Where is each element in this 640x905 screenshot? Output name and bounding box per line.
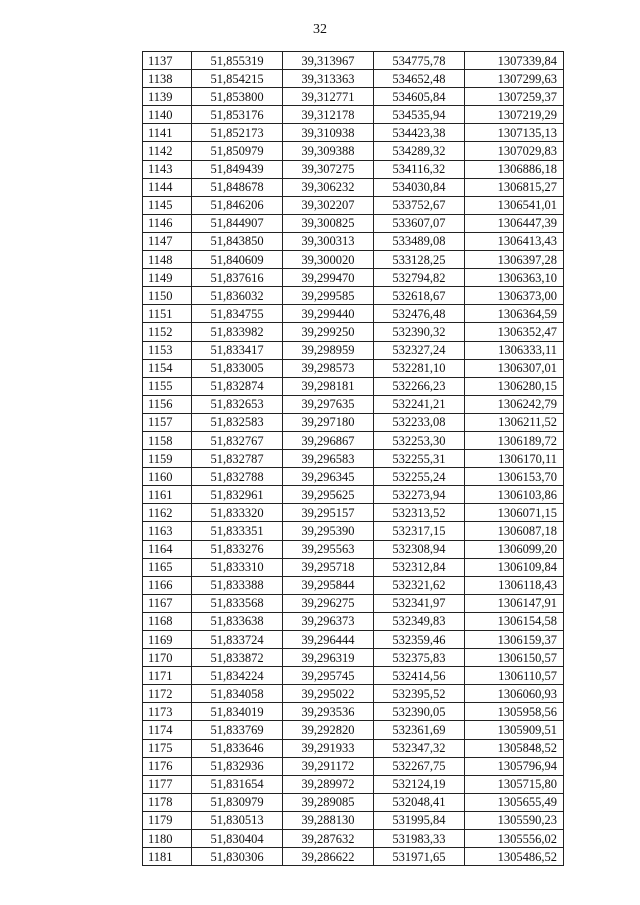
longitude-cell: 39,299440 xyxy=(282,305,373,323)
latitude-cell: 51,848678 xyxy=(192,178,283,196)
y-coordinate-cell: 1306110,57 xyxy=(464,667,563,685)
point-number-cell: 1142 xyxy=(143,142,192,160)
x-coordinate-cell: 534289,32 xyxy=(373,142,464,160)
y-coordinate-cell: 1307259,37 xyxy=(464,88,563,106)
latitude-cell: 51,853800 xyxy=(192,88,283,106)
table-row xyxy=(143,142,564,160)
table-row xyxy=(143,70,564,88)
latitude-cell: 51,854215 xyxy=(192,70,283,88)
longitude-cell: 39,302207 xyxy=(282,196,373,214)
longitude-cell: 39,297180 xyxy=(282,413,373,431)
y-coordinate-cell: 1306147,91 xyxy=(464,594,563,612)
point-number-cell: 1175 xyxy=(143,739,192,757)
table-row xyxy=(143,811,564,829)
longitude-cell: 39,310938 xyxy=(282,124,373,142)
longitude-cell: 39,295625 xyxy=(282,486,373,504)
longitude-cell: 39,293536 xyxy=(282,703,373,721)
x-coordinate-cell: 532124,19 xyxy=(373,775,464,793)
point-number-cell: 1152 xyxy=(143,323,192,341)
longitude-cell: 39,295718 xyxy=(282,558,373,576)
table-row xyxy=(143,540,564,558)
x-coordinate-cell: 534535,94 xyxy=(373,106,464,124)
point-number-cell: 1150 xyxy=(143,287,192,305)
table-row xyxy=(143,413,564,431)
point-number-cell: 1169 xyxy=(143,631,192,649)
x-coordinate-cell: 534605,84 xyxy=(373,88,464,106)
latitude-cell: 51,833351 xyxy=(192,522,283,540)
table-row xyxy=(143,395,564,413)
longitude-cell: 39,300313 xyxy=(282,232,373,250)
longitude-cell: 39,312771 xyxy=(282,88,373,106)
x-coordinate-cell: 532273,94 xyxy=(373,486,464,504)
x-coordinate-cell: 533607,07 xyxy=(373,214,464,232)
y-coordinate-cell: 1306103,86 xyxy=(464,486,563,504)
longitude-cell: 39,299470 xyxy=(282,269,373,287)
table-row xyxy=(143,160,564,178)
point-number-cell: 1166 xyxy=(143,576,192,594)
y-coordinate-cell: 1305715,80 xyxy=(464,775,563,793)
x-coordinate-cell: 532794,82 xyxy=(373,269,464,287)
point-number-cell: 1154 xyxy=(143,359,192,377)
x-coordinate-cell: 532233,08 xyxy=(373,413,464,431)
table-row xyxy=(143,377,564,395)
x-coordinate-cell: 532267,75 xyxy=(373,757,464,775)
point-number-cell: 1145 xyxy=(143,196,192,214)
x-coordinate-cell: 533128,25 xyxy=(373,251,464,269)
y-coordinate-cell: 1307219,29 xyxy=(464,106,563,124)
y-coordinate-cell: 1306242,79 xyxy=(464,395,563,413)
latitude-cell: 51,834755 xyxy=(192,305,283,323)
table-row xyxy=(143,757,564,775)
table-row xyxy=(143,232,564,250)
point-number-cell: 1170 xyxy=(143,649,192,667)
x-coordinate-cell: 532048,41 xyxy=(373,793,464,811)
x-coordinate-cell: 532347,32 xyxy=(373,739,464,757)
x-coordinate-cell: 532414,56 xyxy=(373,667,464,685)
x-coordinate-cell: 532313,52 xyxy=(373,504,464,522)
longitude-cell: 39,296444 xyxy=(282,631,373,649)
longitude-cell: 39,313967 xyxy=(282,52,373,70)
longitude-cell: 39,289085 xyxy=(282,793,373,811)
point-number-cell: 1160 xyxy=(143,468,192,486)
latitude-cell: 51,832653 xyxy=(192,395,283,413)
table-row xyxy=(143,649,564,667)
latitude-cell: 51,852173 xyxy=(192,124,283,142)
y-coordinate-cell: 1305796,94 xyxy=(464,757,563,775)
point-number-cell: 1139 xyxy=(143,88,192,106)
table-row xyxy=(143,88,564,106)
longitude-cell: 39,296373 xyxy=(282,612,373,630)
y-coordinate-cell: 1307339,84 xyxy=(464,52,563,70)
longitude-cell: 39,289972 xyxy=(282,775,373,793)
x-coordinate-cell: 534775,78 xyxy=(373,52,464,70)
table-row xyxy=(143,631,564,649)
longitude-cell: 39,295745 xyxy=(282,667,373,685)
latitude-cell: 51,832936 xyxy=(192,757,283,775)
table-row xyxy=(143,848,564,866)
longitude-cell: 39,295157 xyxy=(282,504,373,522)
table-row xyxy=(143,178,564,196)
x-coordinate-cell: 532308,94 xyxy=(373,540,464,558)
x-coordinate-cell: 533752,67 xyxy=(373,196,464,214)
point-number-cell: 1178 xyxy=(143,793,192,811)
table-row xyxy=(143,703,564,721)
point-number-cell: 1151 xyxy=(143,305,192,323)
point-number-cell: 1177 xyxy=(143,775,192,793)
y-coordinate-cell: 1306447,39 xyxy=(464,214,563,232)
point-number-cell: 1138 xyxy=(143,70,192,88)
longitude-cell: 39,300825 xyxy=(282,214,373,232)
table-row xyxy=(143,685,564,703)
point-number-cell: 1156 xyxy=(143,395,192,413)
longitude-cell: 39,298573 xyxy=(282,359,373,377)
point-number-cell: 1146 xyxy=(143,214,192,232)
longitude-cell: 39,300020 xyxy=(282,251,373,269)
latitude-cell: 51,850979 xyxy=(192,142,283,160)
latitude-cell: 51,832583 xyxy=(192,413,283,431)
table-row xyxy=(143,431,564,449)
point-number-cell: 1181 xyxy=(143,848,192,866)
latitude-cell: 51,833005 xyxy=(192,359,283,377)
y-coordinate-cell: 1306307,01 xyxy=(464,359,563,377)
point-number-cell: 1173 xyxy=(143,703,192,721)
longitude-cell: 39,296583 xyxy=(282,450,373,468)
latitude-cell: 51,843850 xyxy=(192,232,283,250)
y-coordinate-cell: 1306413,43 xyxy=(464,232,563,250)
longitude-cell: 39,295390 xyxy=(282,522,373,540)
point-number-cell: 1163 xyxy=(143,522,192,540)
point-number-cell: 1140 xyxy=(143,106,192,124)
table-row xyxy=(143,504,564,522)
longitude-cell: 39,296275 xyxy=(282,594,373,612)
longitude-cell: 39,297635 xyxy=(282,395,373,413)
latitude-cell: 51,833310 xyxy=(192,558,283,576)
latitude-cell: 51,832874 xyxy=(192,377,283,395)
y-coordinate-cell: 1306363,10 xyxy=(464,269,563,287)
point-number-cell: 1159 xyxy=(143,450,192,468)
x-coordinate-cell: 532241,21 xyxy=(373,395,464,413)
x-coordinate-cell: 532390,05 xyxy=(373,703,464,721)
latitude-cell: 51,855319 xyxy=(192,52,283,70)
point-number-cell: 1168 xyxy=(143,612,192,630)
point-number-cell: 1153 xyxy=(143,341,192,359)
x-coordinate-cell: 534652,48 xyxy=(373,70,464,88)
table-row xyxy=(143,775,564,793)
y-coordinate-cell: 1306541,01 xyxy=(464,196,563,214)
x-coordinate-cell: 532375,83 xyxy=(373,649,464,667)
latitude-cell: 51,834224 xyxy=(192,667,283,685)
y-coordinate-cell: 1306159,37 xyxy=(464,631,563,649)
longitude-cell: 39,291933 xyxy=(282,739,373,757)
table-row xyxy=(143,323,564,341)
longitude-cell: 39,296319 xyxy=(282,649,373,667)
y-coordinate-cell: 1306118,43 xyxy=(464,576,563,594)
x-coordinate-cell: 534423,38 xyxy=(373,124,464,142)
latitude-cell: 51,833388 xyxy=(192,576,283,594)
longitude-cell: 39,296345 xyxy=(282,468,373,486)
table-row xyxy=(143,522,564,540)
longitude-cell: 39,307275 xyxy=(282,160,373,178)
x-coordinate-cell: 532395,52 xyxy=(373,685,464,703)
point-number-cell: 1155 xyxy=(143,377,192,395)
point-number-cell: 1137 xyxy=(143,52,192,70)
latitude-cell: 51,833568 xyxy=(192,594,283,612)
latitude-cell: 51,849439 xyxy=(192,160,283,178)
table-row xyxy=(143,124,564,142)
latitude-cell: 51,833646 xyxy=(192,739,283,757)
x-coordinate-cell: 532255,24 xyxy=(373,468,464,486)
point-number-cell: 1148 xyxy=(143,251,192,269)
latitude-cell: 51,830513 xyxy=(192,811,283,829)
coordinates-table xyxy=(142,51,564,866)
table-row xyxy=(143,450,564,468)
y-coordinate-cell: 1305655,49 xyxy=(464,793,563,811)
x-coordinate-cell: 531983,33 xyxy=(373,830,464,848)
latitude-cell: 51,833769 xyxy=(192,721,283,739)
y-coordinate-cell: 1305486,52 xyxy=(464,848,563,866)
point-number-cell: 1171 xyxy=(143,667,192,685)
y-coordinate-cell: 1306189,72 xyxy=(464,431,563,449)
x-coordinate-cell: 532618,67 xyxy=(373,287,464,305)
longitude-cell: 39,292820 xyxy=(282,721,373,739)
point-number-cell: 1141 xyxy=(143,124,192,142)
table-row xyxy=(143,287,564,305)
coordinates-table-body xyxy=(143,52,564,866)
y-coordinate-cell: 1306352,47 xyxy=(464,323,563,341)
latitude-cell: 51,832767 xyxy=(192,431,283,449)
latitude-cell: 51,830306 xyxy=(192,848,283,866)
x-coordinate-cell: 531971,65 xyxy=(373,848,464,866)
y-coordinate-cell: 1306150,57 xyxy=(464,649,563,667)
x-coordinate-cell: 532327,24 xyxy=(373,341,464,359)
y-coordinate-cell: 1306153,70 xyxy=(464,468,563,486)
x-coordinate-cell: 532349,83 xyxy=(373,612,464,630)
table-row xyxy=(143,214,564,232)
latitude-cell: 51,832787 xyxy=(192,450,283,468)
longitude-cell: 39,288130 xyxy=(282,811,373,829)
latitude-cell: 51,833724 xyxy=(192,631,283,649)
y-coordinate-cell: 1305556,02 xyxy=(464,830,563,848)
y-coordinate-cell: 1306280,15 xyxy=(464,377,563,395)
x-coordinate-cell: 534116,32 xyxy=(373,160,464,178)
longitude-cell: 39,291172 xyxy=(282,757,373,775)
table-row xyxy=(143,106,564,124)
table-row xyxy=(143,468,564,486)
table-row xyxy=(143,196,564,214)
x-coordinate-cell: 532341,97 xyxy=(373,594,464,612)
latitude-cell: 51,836032 xyxy=(192,287,283,305)
table-row xyxy=(143,269,564,287)
y-coordinate-cell: 1306211,52 xyxy=(464,413,563,431)
point-number-cell: 1176 xyxy=(143,757,192,775)
x-coordinate-cell: 532266,23 xyxy=(373,377,464,395)
y-coordinate-cell: 1307029,83 xyxy=(464,142,563,160)
table-row xyxy=(143,486,564,504)
y-coordinate-cell: 1306099,20 xyxy=(464,540,563,558)
longitude-cell: 39,312178 xyxy=(282,106,373,124)
y-coordinate-cell: 1307135,13 xyxy=(464,124,563,142)
latitude-cell: 51,832788 xyxy=(192,468,283,486)
table-row xyxy=(143,558,564,576)
longitude-cell: 39,298181 xyxy=(282,377,373,395)
latitude-cell: 51,833638 xyxy=(192,612,283,630)
longitude-cell: 39,295844 xyxy=(282,576,373,594)
point-number-cell: 1144 xyxy=(143,178,192,196)
y-coordinate-cell: 1305590,23 xyxy=(464,811,563,829)
point-number-cell: 1143 xyxy=(143,160,192,178)
table-row xyxy=(143,52,564,70)
latitude-cell: 51,833982 xyxy=(192,323,283,341)
latitude-cell: 51,830979 xyxy=(192,793,283,811)
y-coordinate-cell: 1306060,93 xyxy=(464,685,563,703)
latitude-cell: 51,844907 xyxy=(192,214,283,232)
longitude-cell: 39,299250 xyxy=(282,323,373,341)
latitude-cell: 51,832961 xyxy=(192,486,283,504)
table-row xyxy=(143,594,564,612)
y-coordinate-cell: 1306815,27 xyxy=(464,178,563,196)
y-coordinate-cell: 1306397,28 xyxy=(464,251,563,269)
point-number-cell: 1164 xyxy=(143,540,192,558)
x-coordinate-cell: 532321,62 xyxy=(373,576,464,594)
table-row xyxy=(143,576,564,594)
latitude-cell: 51,833320 xyxy=(192,504,283,522)
latitude-cell: 51,840609 xyxy=(192,251,283,269)
x-coordinate-cell: 532476,48 xyxy=(373,305,464,323)
y-coordinate-cell: 1307299,63 xyxy=(464,70,563,88)
latitude-cell: 51,830404 xyxy=(192,830,283,848)
point-number-cell: 1149 xyxy=(143,269,192,287)
longitude-cell: 39,287632 xyxy=(282,830,373,848)
y-coordinate-cell: 1305848,52 xyxy=(464,739,563,757)
x-coordinate-cell: 531995,84 xyxy=(373,811,464,829)
y-coordinate-cell: 1306071,15 xyxy=(464,504,563,522)
point-number-cell: 1180 xyxy=(143,830,192,848)
latitude-cell: 51,834058 xyxy=(192,685,283,703)
x-coordinate-cell: 532359,46 xyxy=(373,631,464,649)
latitude-cell: 51,833417 xyxy=(192,341,283,359)
x-coordinate-cell: 532312,84 xyxy=(373,558,464,576)
point-number-cell: 1174 xyxy=(143,721,192,739)
table-row xyxy=(143,341,564,359)
longitude-cell: 39,295022 xyxy=(282,685,373,703)
x-coordinate-cell: 532281,10 xyxy=(373,359,464,377)
x-coordinate-cell: 533489,08 xyxy=(373,232,464,250)
table-row xyxy=(143,359,564,377)
table-row xyxy=(143,830,564,848)
longitude-cell: 39,299585 xyxy=(282,287,373,305)
y-coordinate-cell: 1306109,84 xyxy=(464,558,563,576)
table-row xyxy=(143,305,564,323)
x-coordinate-cell: 532317,15 xyxy=(373,522,464,540)
y-coordinate-cell: 1306373,00 xyxy=(464,287,563,305)
y-coordinate-cell: 1306886,18 xyxy=(464,160,563,178)
table-row xyxy=(143,793,564,811)
point-number-cell: 1157 xyxy=(143,413,192,431)
table-row xyxy=(143,251,564,269)
longitude-cell: 39,306232 xyxy=(282,178,373,196)
table-row xyxy=(143,721,564,739)
point-number-cell: 1172 xyxy=(143,685,192,703)
longitude-cell: 39,309388 xyxy=(282,142,373,160)
latitude-cell: 51,837616 xyxy=(192,269,283,287)
longitude-cell: 39,298959 xyxy=(282,341,373,359)
table-row xyxy=(143,667,564,685)
longitude-cell: 39,313363 xyxy=(282,70,373,88)
latitude-cell: 51,833276 xyxy=(192,540,283,558)
latitude-cell: 51,853176 xyxy=(192,106,283,124)
x-coordinate-cell: 532361,69 xyxy=(373,721,464,739)
point-number-cell: 1162 xyxy=(143,504,192,522)
table-row xyxy=(143,739,564,757)
longitude-cell: 39,295563 xyxy=(282,540,373,558)
x-coordinate-cell: 532390,32 xyxy=(373,323,464,341)
y-coordinate-cell: 1306170,11 xyxy=(464,450,563,468)
point-number-cell: 1161 xyxy=(143,486,192,504)
longitude-cell: 39,286622 xyxy=(282,848,373,866)
y-coordinate-cell: 1305909,51 xyxy=(464,721,563,739)
x-coordinate-cell: 534030,84 xyxy=(373,178,464,196)
point-number-cell: 1158 xyxy=(143,431,192,449)
latitude-cell: 51,846206 xyxy=(192,196,283,214)
page-number: 32 xyxy=(313,22,327,37)
x-coordinate-cell: 532253,30 xyxy=(373,431,464,449)
longitude-cell: 39,296867 xyxy=(282,431,373,449)
point-number-cell: 1147 xyxy=(143,232,192,250)
latitude-cell: 51,834019 xyxy=(192,703,283,721)
latitude-cell: 51,833872 xyxy=(192,649,283,667)
latitude-cell: 51,831654 xyxy=(192,775,283,793)
y-coordinate-cell: 1306333,11 xyxy=(464,341,563,359)
y-coordinate-cell: 1306154,58 xyxy=(464,612,563,630)
point-number-cell: 1179 xyxy=(143,811,192,829)
x-coordinate-cell: 532255,31 xyxy=(373,450,464,468)
point-number-cell: 1165 xyxy=(143,558,192,576)
y-coordinate-cell: 1305958,56 xyxy=(464,703,563,721)
y-coordinate-cell: 1306087,18 xyxy=(464,522,563,540)
table-row xyxy=(143,612,564,630)
y-coordinate-cell: 1306364,59 xyxy=(464,305,563,323)
point-number-cell: 1167 xyxy=(143,594,192,612)
